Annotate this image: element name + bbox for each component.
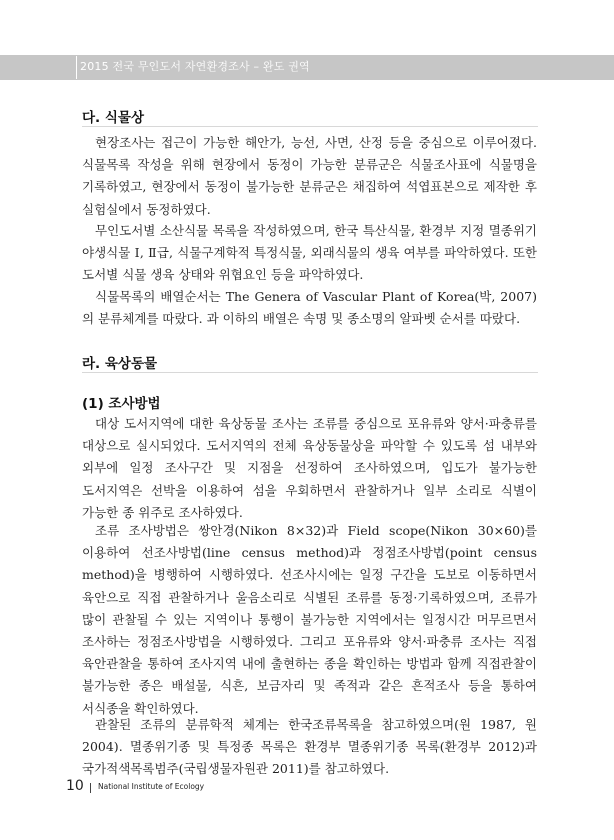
- animals-paragraph-2: 조류 조사방법은 쌍안경(Nikon 8×32)과 Field scope(Nikon 30×60)를 이용하여 선조사방법(line census method)과 정점조사방법(point census method)을 병행하여 시행하였다. 선조사시에는 일정 구간을 도보로 이동하면서 육안으로 직접 관찰하거나 울음소리로 식별된 조류를 동정·기록하였으며, 조류가 많이 관찰될 수 있는 지역이나 통행이 불가능한 지역에서는 일정시간 머무르면서 조사하는 정점조사방법을 시행하였다. 그리고 포유류와 양서·파충류 조사는 직접 육안관찰을 통하여 조사지역 내에 출현하는 종을 확인하는 방법과 함께 직접관찰이 불가능한 종은 배설물, 식흔, 보금자리 및 족적과 같은 흔적조사 등을 통하여 서식종을 확인하였다.: [82, 523, 537, 716]
- header-divider: [76, 56, 77, 79]
- plants-paragraph-1: 현장조사는 접근이 가능한 해안가, 능선, 사면, 산정 등을 중심으로 이루어졌다. 식물목록 작성을 위해 현장에서 동정이 가능한 분류군은 식물조사표에 식물명을 기록하였고, 현장에서 동정이 불가능한 분류군은 채집하여 석엽표본으로 제작한 후 실험실에서 동정하였다.: [82, 135, 537, 217]
- animals-paragraph-3: 관찰된 조류의 분류학적 체계는 한국조류목록을 참고하였으며(원 1987, 원 2004). 멸종위기종 및 특정종 목록은 환경부 멸종위기종 목록(환경부 2012)과 국가적색목록범주(국립생물자원관 2011)를 참고하였다.: [82, 717, 537, 777]
- animals-paragraph-1: 대상 도서지역에 대한 육상동물 조사는 조류를 중심으로 포유류와 양서·파충류를 대상으로 실시되었다. 도서지역의 전체 육상동물상을 파악할 수 있도록 섬 내부와 외부에 일정 조사구간 및 지점을 선정하여 조사하였으며, 입도가 불가능한 도서지역은 선박을 이용하여 섬을 우회하면서 관찰하거나 일부 소리로 식별이 가능한 종 위주로 조사하였다.: [82, 416, 537, 520]
- section-rule-animals: [82, 372, 538, 373]
- plants-paragraph-3: 식물목록의 배열순서는 The Genera of Vascular Plant of Korea(박, 2007)의 분류체계를 따랐다. 과 이하의 배열은 속명 및 종소명의 알파벳 순서를 따랐다.: [82, 289, 537, 327]
- subsection-title-method: (1) 조사방법: [82, 396, 161, 412]
- running-header-title: 2015 전국 무인도서 자연환경조사 – 완도 권역: [80, 60, 310, 73]
- footer-separator: [90, 783, 91, 793]
- section-rule-plants: [82, 126, 538, 127]
- footer-publisher: National Institute of Ecology: [98, 782, 205, 791]
- section-title-plants: 다. 식물상: [82, 110, 144, 126]
- section-title-animals: 라. 육상동물: [82, 356, 158, 372]
- page-number: 10: [66, 778, 84, 794]
- plants-paragraph-2: 무인도서별 소산식물 목록을 작성하였으며, 한국 특산식물, 환경부 지정 멸종위기 야생식물 Ⅰ, Ⅱ급, 식물구계학적 특정식물, 외래식물의 생육 여부를 파악하였다. 또한 도서별 식물 생육 상태와 위협요인 등을 파악하였다.: [82, 223, 537, 283]
